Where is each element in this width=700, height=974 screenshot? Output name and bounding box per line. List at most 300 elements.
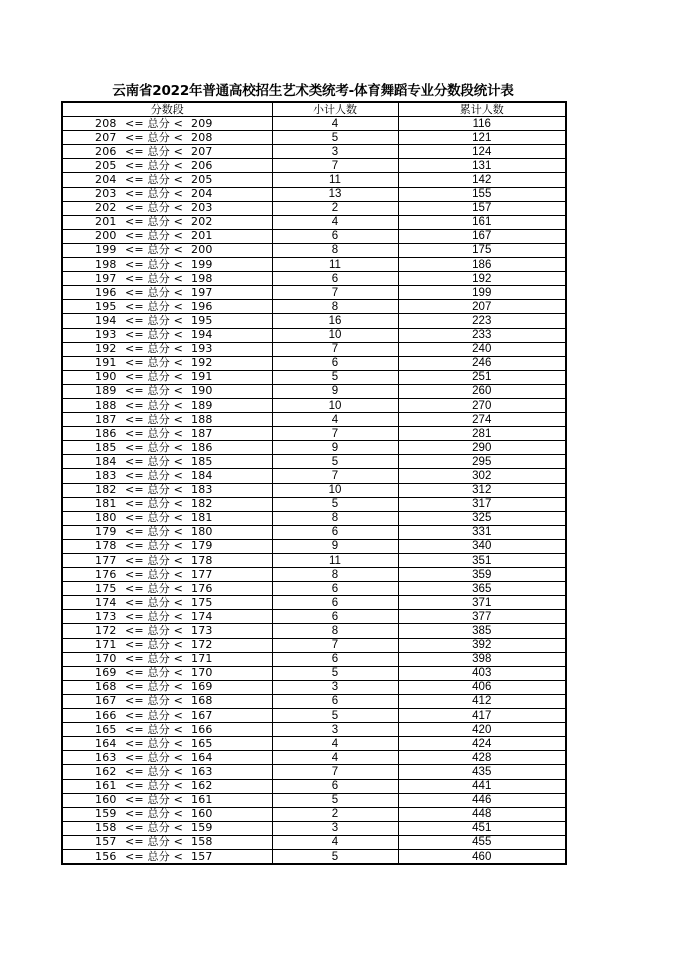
cumulative-cell: 175 [398, 243, 566, 257]
range-upper-bound: 209 [191, 116, 213, 130]
range-upper-bound: 182 [191, 497, 213, 511]
range-upper-bound: 165 [191, 736, 213, 750]
range-condition-text: <= 总分 < [125, 736, 184, 750]
table-row [62, 272, 566, 286]
range-condition-text: <= 总分 < [125, 595, 184, 609]
range-lower-bound: 188 [95, 398, 117, 412]
range-condition-text: <= 总分 < [125, 468, 184, 482]
range-upper-bound: 174 [191, 609, 213, 623]
cumulative-cell: 274 [398, 413, 566, 427]
range-upper-bound: 161 [191, 793, 213, 807]
score-range-cell [62, 258, 272, 272]
score-range-cell [62, 131, 272, 145]
count-cell: 5 [272, 370, 398, 384]
count-cell: 10 [272, 398, 398, 412]
range-condition-text: <= 总分 < [125, 243, 184, 257]
score-range-cell [62, 821, 272, 835]
table-row [62, 328, 566, 342]
range-condition-text: <= 总分 < [125, 328, 184, 342]
cumulative-cell: 116 [398, 117, 566, 131]
score-range-cell [62, 300, 272, 314]
range-upper-bound: 160 [191, 807, 213, 821]
cumulative-cell: 142 [398, 173, 566, 187]
range-upper-bound: 169 [191, 680, 213, 694]
table-row [62, 638, 566, 652]
range-lower-bound: 206 [95, 144, 117, 158]
count-cell: 3 [272, 821, 398, 835]
range-condition-text: <= 总分 < [125, 384, 184, 398]
cumulative-cell: 340 [398, 539, 566, 553]
range-condition-text: <= 总分 < [125, 144, 184, 158]
count-cell: 6 [272, 582, 398, 596]
cumulative-cell: 131 [398, 159, 566, 173]
cumulative-cell: 251 [398, 370, 566, 384]
range-condition-text: <= 总分 < [125, 313, 184, 327]
range-condition-text: <= 总分 < [125, 201, 184, 215]
range-lower-bound: 186 [95, 426, 117, 440]
range-lower-bound: 191 [95, 356, 117, 370]
range-lower-bound: 177 [95, 553, 117, 567]
table-row [62, 229, 566, 243]
cumulative-cell: 161 [398, 215, 566, 229]
header-count: 小计人数 [272, 102, 398, 117]
cumulative-cell: 302 [398, 469, 566, 483]
cumulative-cell: 290 [398, 441, 566, 455]
score-range-cell [62, 525, 272, 539]
score-range-cell [62, 455, 272, 469]
score-range-cell [62, 229, 272, 243]
count-cell: 5 [272, 849, 398, 864]
range-condition-text: <= 总分 < [125, 680, 184, 694]
count-cell: 4 [272, 215, 398, 229]
range-lower-bound: 180 [95, 511, 117, 525]
table-row [62, 849, 566, 864]
range-lower-bound: 166 [95, 708, 117, 722]
score-range-cell [62, 356, 272, 370]
count-cell: 6 [272, 652, 398, 666]
score-range-cell [62, 145, 272, 159]
score-range-cell [62, 596, 272, 610]
range-lower-bound: 204 [95, 173, 117, 187]
range-upper-bound: 186 [191, 440, 213, 454]
cumulative-cell: 233 [398, 328, 566, 342]
count-cell: 5 [272, 455, 398, 469]
range-lower-bound: 158 [95, 821, 117, 835]
cumulative-cell: 406 [398, 680, 566, 694]
table-row [62, 215, 566, 229]
count-cell: 8 [272, 243, 398, 257]
range-condition-text: <= 总分 < [125, 271, 184, 285]
table-row [62, 596, 566, 610]
range-lower-bound: 181 [95, 497, 117, 511]
score-range-cell [62, 201, 272, 215]
header-range: 分数段 [62, 102, 272, 117]
count-cell: 7 [272, 469, 398, 483]
range-upper-bound: 197 [191, 285, 213, 299]
range-upper-bound: 189 [191, 398, 213, 412]
table-row [62, 835, 566, 849]
range-condition-text: <= 总分 < [125, 764, 184, 778]
range-upper-bound: 163 [191, 764, 213, 778]
score-range-cell [62, 187, 272, 201]
score-range-cell [62, 568, 272, 582]
cumulative-cell: 207 [398, 300, 566, 314]
count-cell: 6 [272, 694, 398, 708]
range-lower-bound: 208 [95, 116, 117, 130]
table-row [62, 173, 566, 187]
cumulative-cell: 392 [398, 638, 566, 652]
table-row [62, 427, 566, 441]
range-condition-text: <= 总分 < [125, 370, 184, 384]
score-range-cell [62, 723, 272, 737]
cumulative-cell: 331 [398, 525, 566, 539]
range-condition-text: <= 总分 < [125, 525, 184, 539]
range-condition-text: <= 总分 < [125, 539, 184, 553]
score-range-cell [62, 652, 272, 666]
range-upper-bound: 193 [191, 342, 213, 356]
range-lower-bound: 193 [95, 328, 117, 342]
score-range-cell [62, 497, 272, 511]
table-row [62, 694, 566, 708]
range-condition-text: <= 总分 < [125, 173, 184, 187]
count-cell: 6 [272, 596, 398, 610]
range-upper-bound: 178 [191, 553, 213, 567]
range-condition-text: <= 总分 < [125, 285, 184, 299]
range-lower-bound: 182 [95, 483, 117, 497]
range-lower-bound: 174 [95, 595, 117, 609]
score-range-cell [62, 779, 272, 793]
range-upper-bound: 205 [191, 173, 213, 187]
range-lower-bound: 169 [95, 666, 117, 680]
cumulative-cell: 186 [398, 258, 566, 272]
table-row [62, 131, 566, 145]
range-lower-bound: 199 [95, 243, 117, 257]
range-lower-bound: 173 [95, 609, 117, 623]
score-range-cell [62, 610, 272, 624]
count-cell: 3 [272, 723, 398, 737]
count-cell: 6 [272, 272, 398, 286]
range-upper-bound: 180 [191, 525, 213, 539]
range-condition-text: <= 总分 < [125, 652, 184, 666]
range-upper-bound: 187 [191, 426, 213, 440]
count-cell: 9 [272, 441, 398, 455]
score-range-cell [62, 511, 272, 525]
range-condition-text: <= 总分 < [125, 454, 184, 468]
range-upper-bound: 192 [191, 356, 213, 370]
range-lower-bound: 190 [95, 370, 117, 384]
range-condition-text: <= 总分 < [125, 356, 184, 370]
cumulative-cell: 451 [398, 821, 566, 835]
range-lower-bound: 205 [95, 158, 117, 172]
count-cell: 7 [272, 286, 398, 300]
range-lower-bound: 163 [95, 750, 117, 764]
score-distribution-sheet [61, 82, 565, 865]
table-row [62, 159, 566, 173]
count-cell: 8 [272, 511, 398, 525]
range-lower-bound: 168 [95, 680, 117, 694]
score-range-cell [62, 342, 272, 356]
count-cell: 2 [272, 807, 398, 821]
range-condition-text: <= 总分 < [125, 257, 184, 271]
count-cell: 7 [272, 159, 398, 173]
range-lower-bound: 200 [95, 229, 117, 243]
cumulative-cell: 385 [398, 624, 566, 638]
range-lower-bound: 207 [95, 130, 117, 144]
score-range-cell [62, 469, 272, 483]
range-upper-bound: 172 [191, 638, 213, 652]
score-range-cell [62, 398, 272, 412]
table-row [62, 525, 566, 539]
range-upper-bound: 188 [191, 412, 213, 426]
score-range-cell [62, 582, 272, 596]
range-condition-text: <= 总分 < [125, 638, 184, 652]
count-cell: 2 [272, 201, 398, 215]
table-row [62, 737, 566, 751]
range-condition-text: <= 总分 < [125, 511, 184, 525]
range-upper-bound: 208 [191, 130, 213, 144]
cumulative-cell: 417 [398, 709, 566, 723]
score-range-cell [62, 173, 272, 187]
table-title: 云南省2022年普通高校招生艺术类统考-体育舞蹈专业分数段统计表 [112, 83, 514, 99]
table-row [62, 539, 566, 553]
table-row [62, 582, 566, 596]
count-cell: 9 [272, 384, 398, 398]
count-cell: 11 [272, 173, 398, 187]
range-condition-text: <= 总分 < [125, 722, 184, 736]
range-condition-text: <= 总分 < [125, 666, 184, 680]
cumulative-cell: 420 [398, 723, 566, 737]
count-cell: 9 [272, 539, 398, 553]
cumulative-cell: 223 [398, 314, 566, 328]
range-upper-bound: 190 [191, 384, 213, 398]
table-row [62, 370, 566, 384]
range-lower-bound: 194 [95, 313, 117, 327]
score-range-cell [62, 427, 272, 441]
count-cell: 7 [272, 638, 398, 652]
count-cell: 6 [272, 610, 398, 624]
range-lower-bound: 189 [95, 384, 117, 398]
range-upper-bound: 207 [191, 144, 213, 158]
table-row [62, 314, 566, 328]
score-range-cell [62, 286, 272, 300]
table-row [62, 751, 566, 765]
range-upper-bound: 168 [191, 694, 213, 708]
count-cell: 3 [272, 680, 398, 694]
table-row [62, 709, 566, 723]
count-cell: 5 [272, 497, 398, 511]
score-range-cell [62, 694, 272, 708]
range-condition-text: <= 总分 < [125, 849, 184, 863]
table-row [62, 793, 566, 807]
score-range-cell [62, 215, 272, 229]
count-cell: 16 [272, 314, 398, 328]
cumulative-cell: 312 [398, 483, 566, 497]
table-row [62, 384, 566, 398]
range-condition-text: <= 总分 < [125, 412, 184, 426]
score-range-cell [62, 117, 272, 131]
range-condition-text: <= 总分 < [125, 215, 184, 229]
range-upper-bound: 201 [191, 229, 213, 243]
range-upper-bound: 203 [191, 201, 213, 215]
count-cell: 11 [272, 258, 398, 272]
score-range-cell [62, 849, 272, 864]
count-cell: 6 [272, 525, 398, 539]
table-row [62, 455, 566, 469]
table-body [62, 117, 566, 864]
score-range-cell [62, 765, 272, 779]
range-upper-bound: 185 [191, 454, 213, 468]
count-cell: 6 [272, 356, 398, 370]
range-condition-text: <= 总分 < [125, 299, 184, 313]
cumulative-cell: 365 [398, 582, 566, 596]
range-lower-bound: 159 [95, 807, 117, 821]
range-condition-text: <= 总分 < [125, 779, 184, 793]
range-upper-bound: 195 [191, 313, 213, 327]
table-row [62, 765, 566, 779]
range-lower-bound: 170 [95, 652, 117, 666]
range-lower-bound: 165 [95, 722, 117, 736]
range-condition-text: <= 总分 < [125, 624, 184, 638]
table-row [62, 497, 566, 511]
range-lower-bound: 198 [95, 257, 117, 271]
score-range-cell [62, 272, 272, 286]
score-range-cell [62, 159, 272, 173]
range-condition-text: <= 总分 < [125, 116, 184, 130]
count-cell: 4 [272, 117, 398, 131]
range-upper-bound: 176 [191, 581, 213, 595]
cumulative-cell: 435 [398, 765, 566, 779]
range-upper-bound: 202 [191, 215, 213, 229]
table-row [62, 511, 566, 525]
range-condition-text: <= 总分 < [125, 835, 184, 849]
range-condition-text: <= 总分 < [125, 750, 184, 764]
cumulative-cell: 260 [398, 384, 566, 398]
range-upper-bound: 171 [191, 652, 213, 666]
count-cell: 7 [272, 427, 398, 441]
cumulative-cell: 199 [398, 286, 566, 300]
table-row [62, 201, 566, 215]
table-row [62, 187, 566, 201]
score-range-cell [62, 624, 272, 638]
count-cell: 8 [272, 568, 398, 582]
range-lower-bound: 185 [95, 440, 117, 454]
score-range-cell [62, 554, 272, 568]
range-lower-bound: 192 [95, 342, 117, 356]
table-row [62, 666, 566, 680]
range-upper-bound: 170 [191, 666, 213, 680]
range-condition-text: <= 总分 < [125, 807, 184, 821]
range-condition-text: <= 总分 < [125, 158, 184, 172]
cumulative-cell: 246 [398, 356, 566, 370]
range-upper-bound: 167 [191, 708, 213, 722]
count-cell: 4 [272, 751, 398, 765]
score-range-cell [62, 243, 272, 257]
range-upper-bound: 194 [191, 328, 213, 342]
table-row [62, 117, 566, 131]
cumulative-cell: 124 [398, 145, 566, 159]
count-cell: 4 [272, 413, 398, 427]
count-cell: 4 [272, 737, 398, 751]
count-cell: 6 [272, 229, 398, 243]
count-cell: 7 [272, 342, 398, 356]
count-cell: 5 [272, 709, 398, 723]
count-cell: 11 [272, 554, 398, 568]
cumulative-cell: 167 [398, 229, 566, 243]
count-cell: 8 [272, 300, 398, 314]
cumulative-cell: 455 [398, 835, 566, 849]
range-upper-bound: 198 [191, 271, 213, 285]
range-upper-bound: 158 [191, 835, 213, 849]
range-condition-text: <= 总分 < [125, 130, 184, 144]
range-upper-bound: 159 [191, 821, 213, 835]
score-range-cell [62, 807, 272, 821]
table-row [62, 469, 566, 483]
table-row [62, 807, 566, 821]
table-row [62, 652, 566, 666]
table-row [62, 568, 566, 582]
range-upper-bound: 191 [191, 370, 213, 384]
range-upper-bound: 173 [191, 624, 213, 638]
range-lower-bound: 164 [95, 736, 117, 750]
count-cell: 10 [272, 328, 398, 342]
range-upper-bound: 166 [191, 722, 213, 736]
range-condition-text: <= 总分 < [125, 708, 184, 722]
range-lower-bound: 179 [95, 525, 117, 539]
header-cumulative: 累计人数 [398, 102, 566, 117]
range-condition-text: <= 总分 < [125, 567, 184, 581]
range-upper-bound: 162 [191, 779, 213, 793]
range-condition-text: <= 总分 < [125, 398, 184, 412]
range-lower-bound: 183 [95, 468, 117, 482]
count-cell: 8 [272, 624, 398, 638]
cumulative-cell: 351 [398, 554, 566, 568]
range-condition-text: <= 总分 < [125, 609, 184, 623]
cumulative-cell: 428 [398, 751, 566, 765]
count-cell: 5 [272, 666, 398, 680]
cumulative-cell: 441 [398, 779, 566, 793]
range-lower-bound: 157 [95, 835, 117, 849]
cumulative-cell: 295 [398, 455, 566, 469]
range-upper-bound: 184 [191, 468, 213, 482]
score-range-cell [62, 384, 272, 398]
range-upper-bound: 199 [191, 257, 213, 271]
cumulative-cell: 155 [398, 187, 566, 201]
range-upper-bound: 206 [191, 158, 213, 172]
range-lower-bound: 160 [95, 793, 117, 807]
table-row [62, 286, 566, 300]
range-upper-bound: 177 [191, 567, 213, 581]
table-row [62, 300, 566, 314]
range-lower-bound: 176 [95, 567, 117, 581]
table-row [62, 680, 566, 694]
cumulative-cell: 121 [398, 131, 566, 145]
score-range-cell [62, 539, 272, 553]
count-cell: 5 [272, 131, 398, 145]
table-header-row [62, 102, 566, 117]
cumulative-cell: 281 [398, 427, 566, 441]
range-lower-bound: 175 [95, 581, 117, 595]
table-row [62, 243, 566, 257]
range-upper-bound: 200 [191, 243, 213, 257]
count-cell: 13 [272, 187, 398, 201]
cumulative-cell: 270 [398, 398, 566, 412]
cumulative-cell: 424 [398, 737, 566, 751]
range-upper-bound: 181 [191, 511, 213, 525]
range-condition-text: <= 总分 < [125, 497, 184, 511]
table-row [62, 624, 566, 638]
range-lower-bound: 171 [95, 638, 117, 652]
table-row [62, 356, 566, 370]
